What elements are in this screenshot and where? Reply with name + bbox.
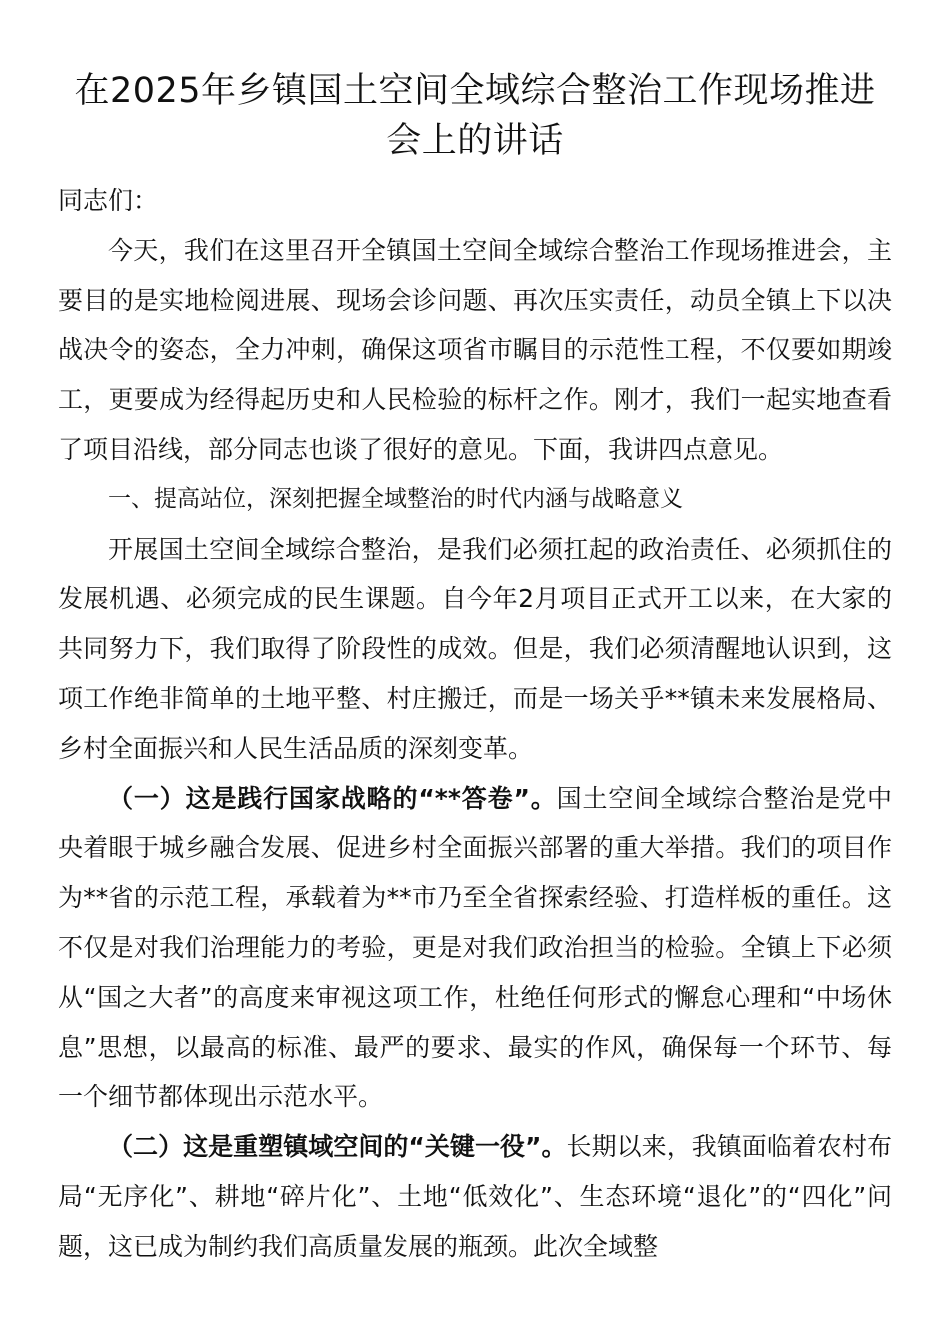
subsection-1-body: 国土空间全域综合整治是党中央着眼于城乡融合发展、促进乡村全面振兴部署的重大举措。我们的项目作为**省的示范工程，承载着为**市乃至全省探索经验、打造样板的重任。这不仅是对我们治理能力的考验，更是对我们政治担当的检验。全镇上下必须从“国之大者”的高度来审视这项工作，杜绝任何形式的懈怠心理和“中场休息”思想，以最高的标准、最严的要求、最实的作风，确保每一个环节、每一个细节都体现出示范水平。 — [58, 783, 892, 1112]
subsection-2-body: 长期以来，我镇面临着农村布局“无序化”、耕地“碎片化”、土地“低效化”、生态环境“退化”的“四化”问题，这已成为制约我们高质量发展的瓶颈。此次全域整 — [58, 1132, 892, 1261]
document-page — [58, 66, 892, 1272]
paragraph-subsection-1 — [58, 774, 892, 1123]
section-heading-1: 一、提高站位，深刻把握全域整治的时代内涵与战略意义 — [108, 485, 683, 512]
paragraph-intro: 今天，我们在这里召开全镇国土空间全域综合整治工作现场推进会，主要目的是实地检阅进展、现场会诊问题、再次压实责任，动员全镇上下以决战决令的姿态，全力冲刺，确保这项省市瞩目的示范性工程，不仅要如期竣工，更要成为经得起历史和人民检验的标杆之作。刚才，我们一起实地查看了项目沿线，部分同志也谈了很好的意见。下面，我讲四点意见。 — [58, 235, 892, 464]
salutation: 同志们： — [58, 186, 159, 215]
subsection-1-lead: （一）这是践行国家战略的“**答卷”。 — [108, 783, 557, 813]
subsection-2-lead: （二）这是重塑镇域空间的“关键一役”。 — [108, 1132, 567, 1162]
paragraph-subsection-2 — [58, 1122, 892, 1271]
paragraph-section-1: 开展国土空间全域综合整治，是我们必须扛起的政治责任、必须抓住的发展机遇、必须完成的民生课题。自今年2月项目正式开工以来，在大家的共同努力下，我们取得了阶段性的成效。但是，我们必须清醒地认识到，这项工作绝非简单的土地平整、村庄搬迁，而是一场关乎**镇未来发展格局、乡村全面振兴和人民生活品质的深刻变革。 — [58, 534, 892, 763]
document-title: 在2025年乡镇国土空间全域综合整治工作现场推进会上的讲话 — [74, 71, 876, 161]
